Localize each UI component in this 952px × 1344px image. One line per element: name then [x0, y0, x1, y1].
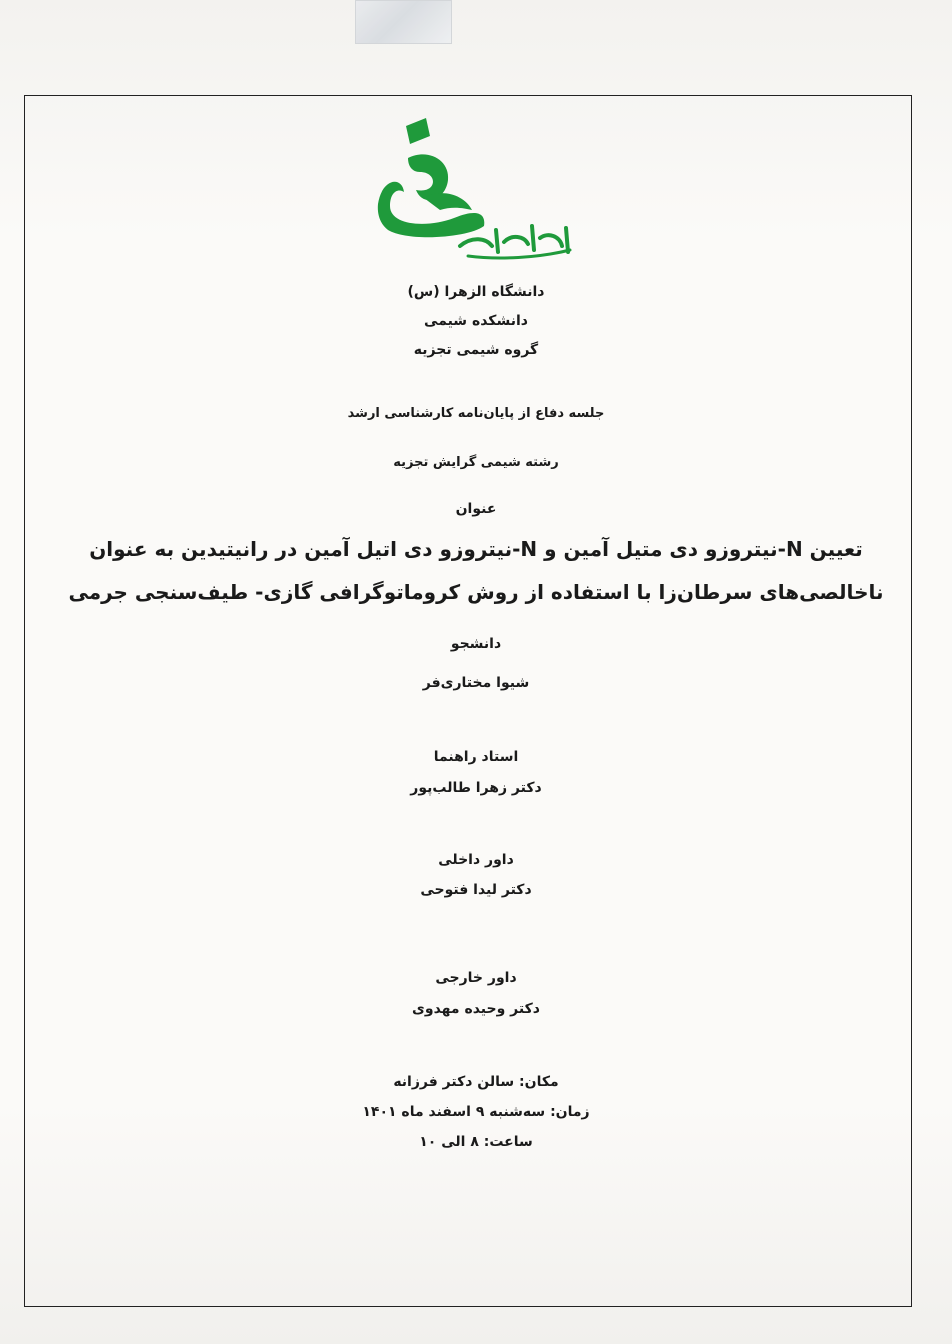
department-name: گروه شیمی تجزیه — [413, 342, 539, 358]
tape-strip — [355, 0, 452, 44]
internal-examiner-label: داور داخلی — [438, 852, 514, 868]
session-line-1: جلسه دفاع از پایان‌نامه کارشناسی ارشد — [347, 406, 605, 421]
student-label: دانشجو — [450, 636, 502, 652]
session-line-2: رشته شیمی گرایش تجزیه — [393, 455, 559, 470]
title-label: عنوان — [455, 501, 497, 517]
university-name: دانشگاه الزهرا (س) — [407, 284, 545, 300]
place-line: مکان: سالن دکتر فرزانه — [393, 1074, 559, 1090]
date-line: زمان: سه‌شنبه ۹ اسفند ماه ۱۴۰۱ — [362, 1104, 590, 1120]
internal-examiner-name: دکتر لیدا فتوحی — [420, 882, 532, 898]
supervisor-label: استاد راهنما — [433, 749, 519, 765]
thesis-title-line-2: ناخالصی‌های سرطان‌زا با استفاده از روش کروماتوگرافی گازی- طیف‌سنجی جرمی — [68, 580, 884, 604]
external-examiner-label: داور خارجی — [435, 970, 517, 986]
time-line: ساعت: ۸ الی ۱۰ — [419, 1134, 533, 1150]
student-name: شیوا مختاری‌فر — [422, 675, 530, 691]
faculty-name: دانشکده شیمی — [424, 313, 528, 329]
supervisor-name: دکتر زهرا طالب‌پور — [410, 780, 542, 796]
thesis-title-line-1: تعیین N-نیتروزو دی متیل آمین و N-نیتروزو دی اتیل آمین در رانیتیدین به عنوان — [89, 537, 863, 561]
university-logo — [368, 118, 578, 268]
external-examiner-name: دکتر وحیده مهدوی — [412, 1001, 540, 1017]
session-details — [0, 1067, 952, 1157]
